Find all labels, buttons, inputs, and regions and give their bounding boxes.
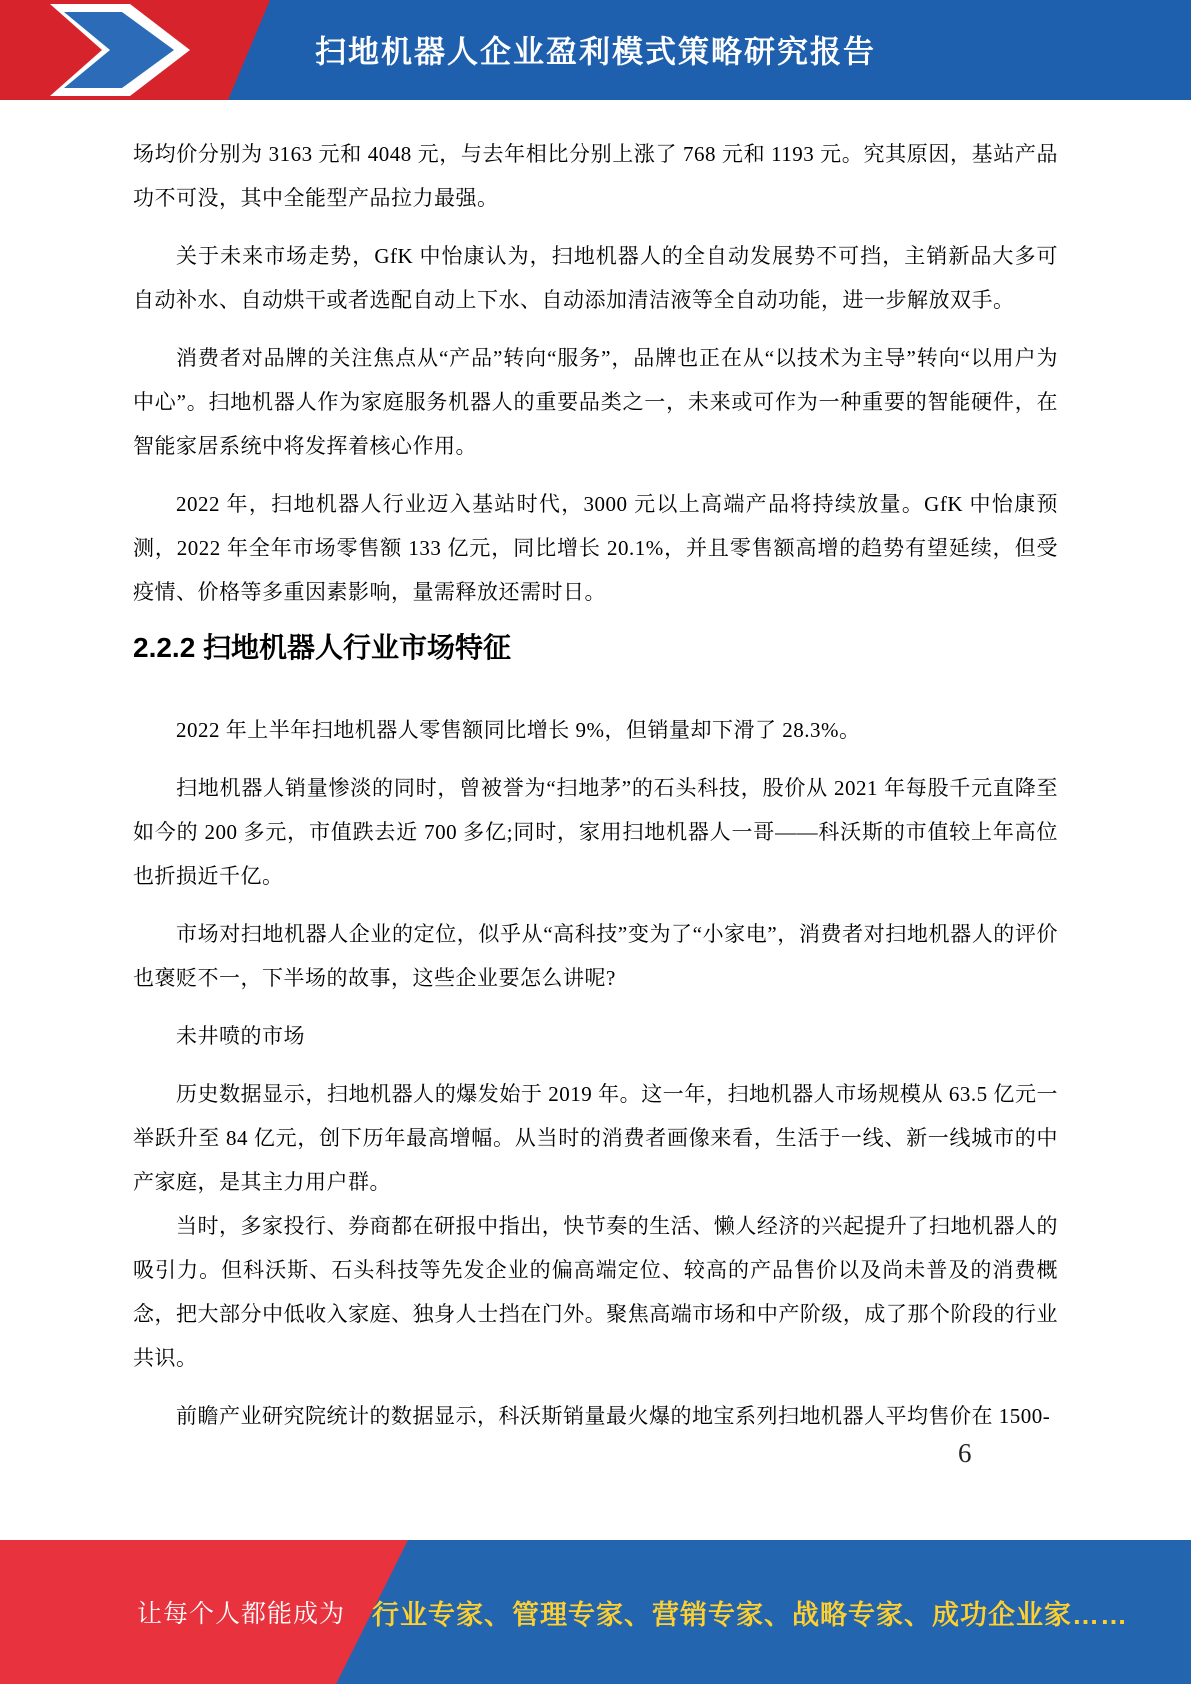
paragraph: 2022 年上半年扫地机器人零售额同比增长 9%，但销量却下滑了 28.3%。 — [176, 718, 861, 742]
paragraph: 场均价分别为 3163 元和 4048 元，与去年相比分别上涨了 768 元和 1193 元。究其原因，基站产品功不可没，其中全能型产品拉力最强。 — [133, 142, 1058, 210]
footer-slogan-right: 行业专家、管理专家、营销专家、战略专家、成功企业家…… — [372, 1599, 1128, 1630]
page-header — [0, 0, 1191, 100]
paragraph: 市场对扫地机器人企业的定位，似乎从“高科技”变为了“小家电”，消费者对扫地机器人的评价也褒贬不一，下半场的故事，这些企业要怎么讲呢? — [133, 922, 1058, 990]
report-title: 扫地机器人企业盈利模式策略研究报告 — [315, 34, 876, 70]
page-footer — [0, 1540, 1191, 1684]
paragraph: 前瞻产业研究院统计的数据显示，科沃斯销量最火爆的地宝系列扫地机器人平均售价在 1500- — [176, 1404, 1051, 1428]
paragraph: 当时，多家投行、券商都在研报中指出，快节奏的生活、懒人经济的兴起提升了扫地机器人的吸引力。但科沃斯、石头科技等先发企业的偏高端定位、较高的产品售价以及尚未普及的消费概念，把大部分中低收入家庭、独身人士挡在门外。聚焦高端市场和中产阶级，成了那个阶段的行业共识。 — [133, 1214, 1058, 1370]
paragraph: 未井喷的市场 — [176, 1024, 305, 1048]
paragraph: 消费者对品牌的关注焦点从“产品”转向“服务”，品牌也正在从“以技术为主导”转向“以用户为中心”。扫地机器人作为家庭服务机器人的重要品类之一，未来或可作为一种重要的智能硬件，在智能家居系统中将发挥着核心作用。 — [133, 346, 1058, 458]
page-number: 6 — [958, 1438, 972, 1468]
paragraph: 关于未来市场走势，GfK 中怡康认为，扫地机器人的全自动发展势不可挡，主销新品大多可自动补水、自动烘干或者选配自动上下水、自动添加清洁液等全自动功能，进一步解放双手。 — [133, 244, 1058, 312]
paragraph: 扫地机器人销量惨淡的同时，曾被誉为“扫地茅”的石头科技，股价从 2021 年每股千元直降至如今的 200 多元，市值跌去近 700 多亿;同时，家用扫地机器人一哥——科沃斯的市值较上年高位也折损近千亿。 — [133, 776, 1058, 888]
footer-slogan-left: 让每个人都能成为 — [137, 1600, 346, 1628]
paragraph: 2022 年，扫地机器人行业迈入基站时代，3000 元以上高端产品将持续放量。GfK 中怡康预测，2022 年全年市场零售额 133 亿元，同比增长 20.1%，并且零售额高增的趋势有望延续，但受疫情、价格等多重因素影响，量需释放还需时日。 — [133, 492, 1058, 604]
section-heading: 2.2.2 扫地机器人行业市场特征 — [133, 632, 512, 663]
page-body — [0, 100, 1191, 1438]
paragraph: 历史数据显示，扫地机器人的爆发始于 2019 年。这一年，扫地机器人市场规模从 63.5 亿元一举跃升至 84 亿元，创下历年最高增幅。从当时的消费者画像来看，生活于一线、新一线城市的中产家庭，是其主力用户群。 — [133, 1082, 1058, 1194]
